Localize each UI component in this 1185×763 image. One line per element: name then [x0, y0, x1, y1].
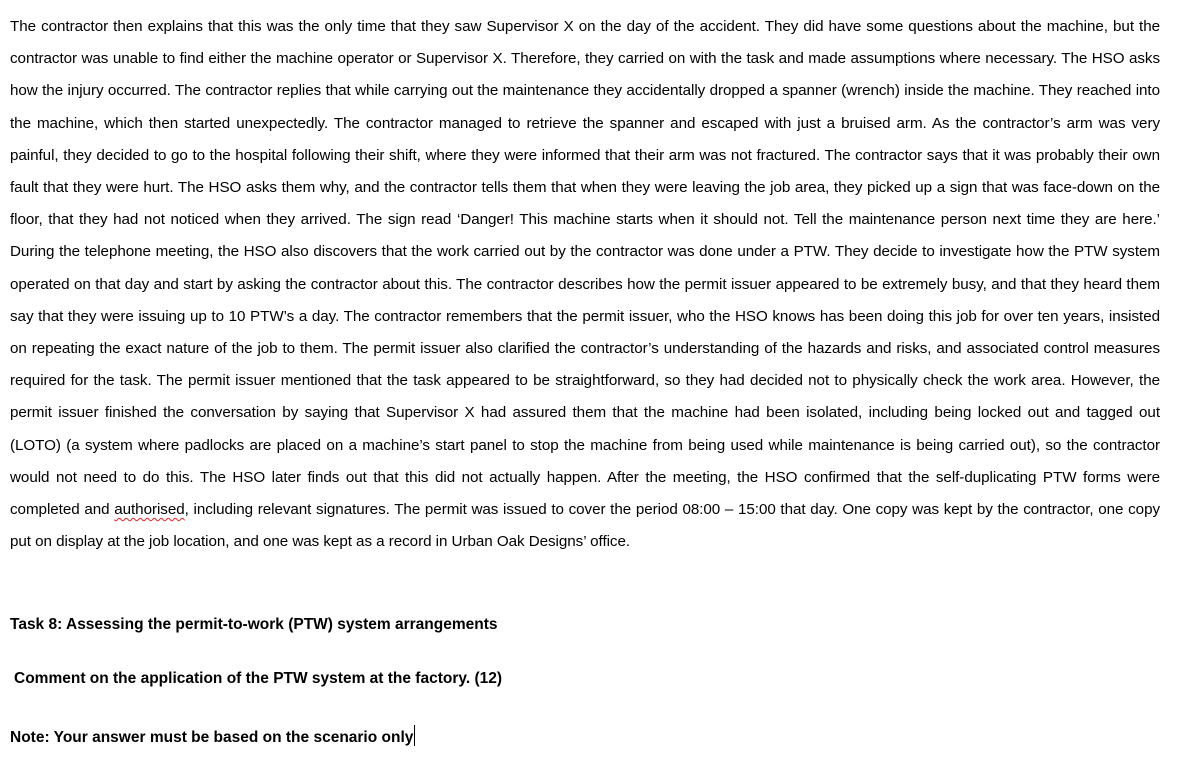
- note-line: [10, 725, 415, 747]
- paragraph-text-part1: The contractor then explains that this was the only time that they saw Supervisor X on the day of the accident. They did have some questions about the machine, but the contractor was unable to find either the machine operator or Supervisor X. Therefore, they carried on with the task and made assumptions where necessary. The HSO asks how the injury occurred. The contractor replies that while carrying out the maintenance they accidentally dropped a spanner (wrench) inside the machine. They reached into the machine, which then started unexpectedly. The contractor managed to retrieve the spanner and escaped with just a bruised arm. As the contractor’s arm was very painful, they decided to go to the hospital following their shift, where they were informed that their arm was not fractured. The contractor says that it was probably their own fault that they were hurt. The HSO asks them why, and the contractor tells them that when they were leaving the job area, they picked up a sign that was face-down on the floor, that they had not noticed when they arrived. The sign read ‘Danger! This machine starts when it should not. Tell the maintenance person next time they are here.’ During the telephone meeting, the HSO also discovers that the work carried out by the contractor was done under a PTW. They decide to investigate how the PTW system operated on that day and start by asking the contractor about this. The contractor describes how the permit issuer appeared to be extremely busy, and that they heard them say that they were issuing up to 10 PTW’s a day. The contractor remembers that the permit issuer, who the HSO knows has been doing this job for over ten years, insisted on repeating the exact nature of the job to them. The permit issuer also clarified the contractor’s understanding of the hazards and risks, and associated control measures required for the task. The permit issuer mentioned that the task appeared to be straightforward, so they had decided not to physically check the work area. However, the permit issuer finished the conversation by saying that Supervisor X had assured them that the machine had been isolated, including being locked out and tagged out (LOTO) (a system where padlocks are placed on a machine’s start panel to stop the machine from being used while maintenance is being carried out), so the contractor would not need to do this. The HSO later finds out that this did not actually happen. After the meeting, the HSO confirmed that the self-duplicating PTW forms were completed and: [10, 18, 1160, 519]
- question-text: Comment on the application of the PTW system at the factory. (12): [14, 670, 503, 687]
- misspelled-word[interactable]: authorised: [114, 501, 185, 519]
- scenario-paragraph: [10, 11, 1160, 558]
- task-heading: Task 8: Assessing the permit-to-work (PTW) system arrangements: [10, 616, 498, 633]
- text-cursor: [414, 725, 415, 746]
- note-text: Note: Your answer must be based on the scenario only: [10, 729, 414, 746]
- paragraph-text-part2: , including relevant signatures. The permit was issued to cover the period 08:00 – 15:00 that day. One copy was kept by the contractor, one copy put on display at the job location, and one was kept as a record in Urban Oak Designs’ office.: [10, 501, 1161, 551]
